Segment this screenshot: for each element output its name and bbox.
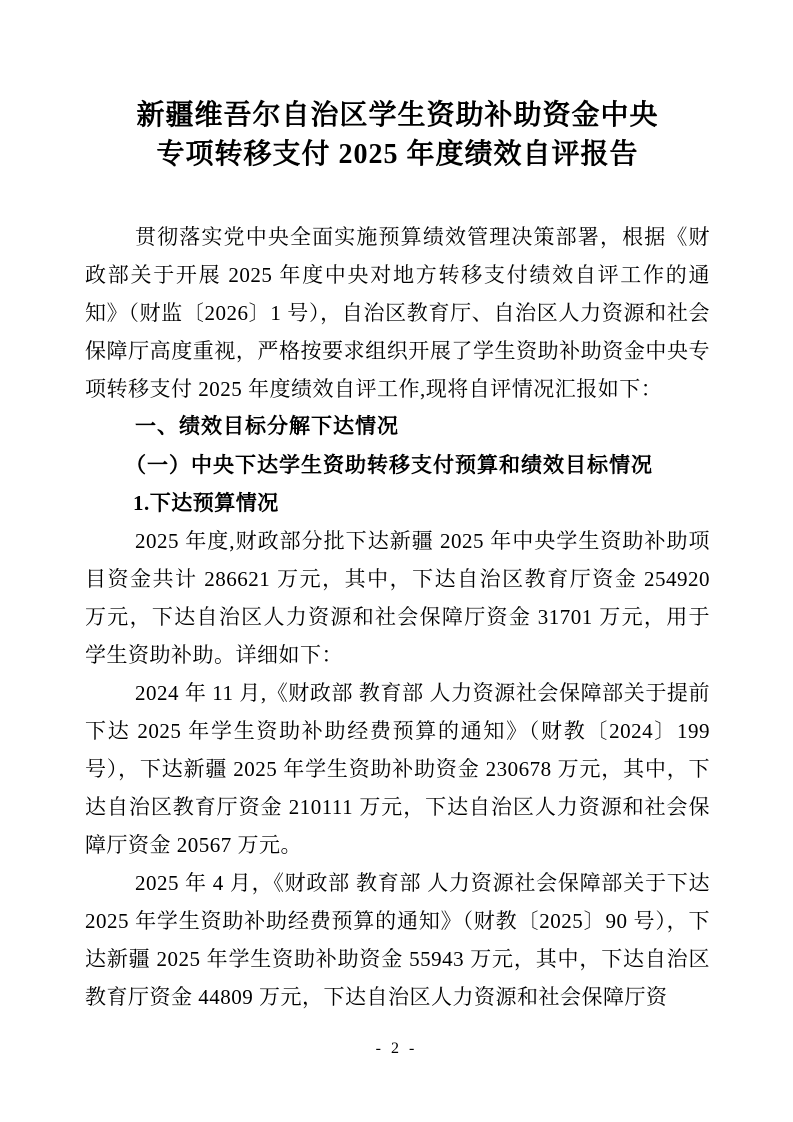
- section-heading-level2: （一）中央下达学生资助转移支付预算和绩效目标情况: [125, 453, 653, 477]
- paragraph-intro: 贯彻落实党中央全面实施预算绩效管理决策部署，根据《财政部关于开展 2025 年度中央对地方转移支付绩效自评工作的通知》（财监〔2026〕1 号），自治区教育厅、自治区人力资源和社会保障厅高度重视，严格按要求组织开展了学生资助补助资金中央专项转移支付 2025 年度绩效自评工作,现将自评情况汇报如下：: [85, 225, 710, 401]
- document-content: [85, 0, 710, 1016]
- document-title: [85, 96, 710, 174]
- paragraph-notice-2024-199: 2024 年 11 月,《财政部 教育部 人力资源社会保障部关于提前下达 2025 年学生资助补助经费预算的通知》（财教〔2024〕199 号），下达新疆 2025 年学生资助补助资金 230678 万元，其中，下达自治区教育厅资金 210111 万元，下达自治区人力资源和社会保障厅资金 20567 万元。: [85, 681, 710, 857]
- paragraph-budget-summary: 2025 年度,财政部分批下达新疆 2025 年中央学生资助补助项目资金共计 286621 万元，其中，下达自治区教育厅资金 254920 万元，下达自治区人力资源和社会保障厅资金 31701 万元，用于学生资助补助。详细如下：: [85, 529, 710, 667]
- title-line-2: 专项转移支付 2025 年度绩效自评报告: [156, 139, 639, 170]
- paragraph-notice-2025-90: 2025 年 4 月，《财政部 教育部 人力资源社会保障部关于下达 2025 年学生资助补助经费预算的通知》（财教〔2025〕90 号），下达新疆 2025 年学生资助补助资金 55943 万元，其中，下达自治区教育厅资金 44809 万元，下达自治区人力资源和社会保障厅资: [85, 871, 710, 1009]
- section-heading-level1: 一、绩效目标分解下达情况: [135, 415, 399, 438]
- section-heading-level3: 1.下达预算情况: [133, 491, 279, 515]
- title-line-1: 新疆维吾尔自治区学生资助补助资金中央: [136, 100, 659, 131]
- page-number: - 2 -: [375, 1040, 418, 1057]
